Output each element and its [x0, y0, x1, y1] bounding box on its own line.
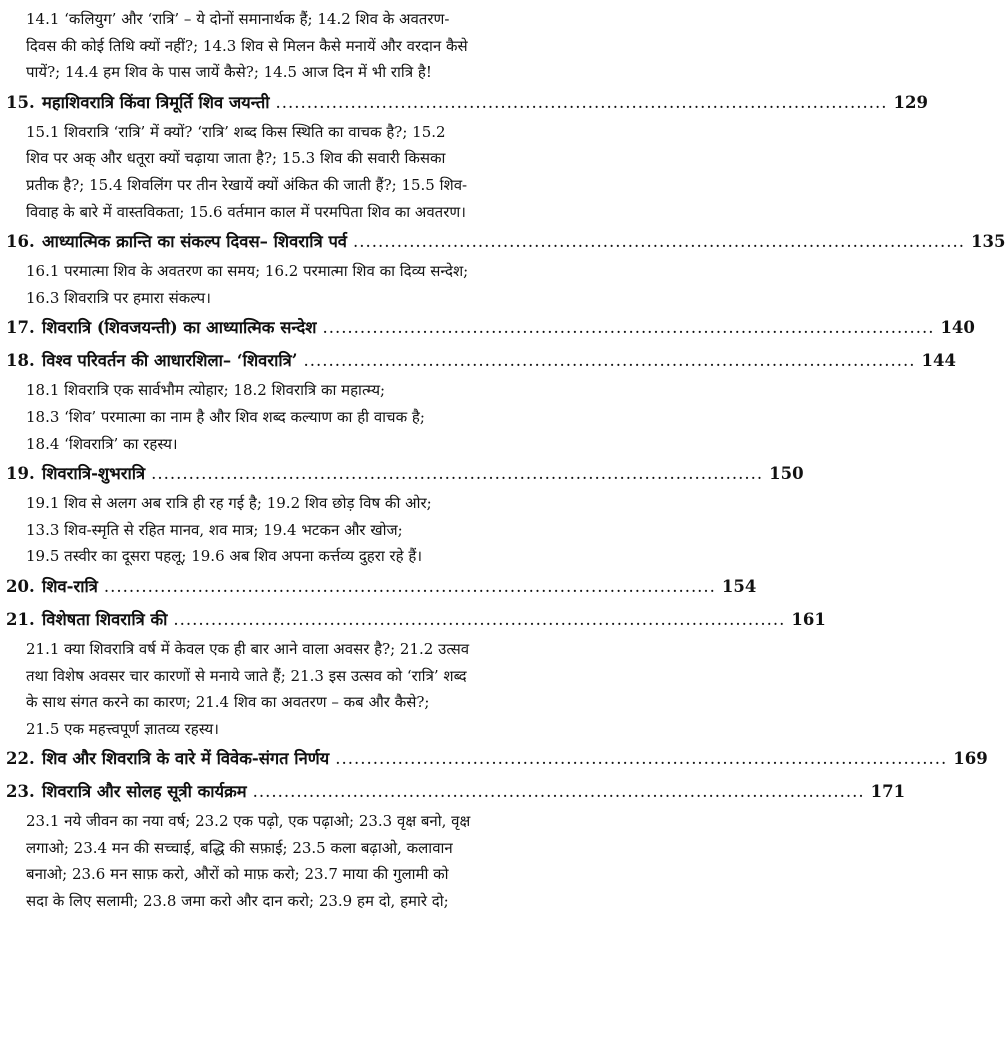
subtopic-line: बनाओ; 23.6 मन साफ़ करो, औरों को माफ़ करो; 23.7 माया की गुलामी को — [26, 865, 449, 884]
dot-leader: .................................................................................................. — [252, 782, 865, 802]
subtopic-line: 21.1 क्या शिवरात्रि वर्ष में केवल एक ही बार आने वाला अवसर है?; 21.2 उत्सव — [26, 639, 470, 658]
subtopic-line: लगाओ; 23.4 मन की सच्चाई, बद्धि की सफ़ाई; 23.5 कला बढ़ाओ, कलावान — [26, 838, 453, 857]
chapter-15-heading[interactable] — [6, 86, 928, 119]
subtopic-line: शिव पर अक् और धतूरा क्यों चढ़ाया जाता है?; 15.3 शिव की सवारी किसका — [26, 149, 446, 168]
subtopic-line: सदा के लिए सलामी; 23.8 जमा करो और दान करो; 23.9 हम दो, हमारे दो; — [26, 892, 449, 911]
dot-leader: .................................................................................................. — [335, 749, 948, 769]
chapter-21-subtopics — [26, 636, 590, 742]
subtopic-line: 16.3 शिवरात्रि पर हमारा संकल्प। — [26, 288, 211, 307]
chapter-page-number: 135 — [970, 232, 1005, 252]
chapter-page-number: 140 — [940, 318, 975, 338]
chapter-18-subtopics — [26, 377, 590, 457]
chapter-page-number: 154 — [721, 576, 757, 596]
subtopic-line: 23.1 नये जीवन का नया वर्ष; 23.2 एक पढ़ो, एक पढ़ाओ; 23.3 वृक्ष बनो, वृक्ष — [26, 812, 471, 831]
chapter-number: 18. — [6, 351, 35, 371]
chapter-page-number: 150 — [769, 464, 804, 484]
chapter-number: 21. — [6, 609, 35, 629]
chapter-number: 15. — [6, 92, 35, 112]
chapter-page-number: 161 — [791, 609, 826, 629]
dot-leader: .................................................................................................. — [322, 318, 935, 338]
chapter-number: 22. — [6, 749, 35, 769]
chapter-18-heading[interactable] — [6, 344, 956, 377]
subtopic-line: के साथ संगत करने का कारण; 21.4 शिव का अवतरण – कब और कैसे?; — [26, 693, 430, 712]
subtopic-line: पायें?; 14.4 हम शिव के पास जायें कैसे?; 14.5 आज दिन में भी रात्रि है! — [26, 63, 432, 82]
chapter-title: शिवरात्रि (शिवजयन्ती) का आध्यात्मिक सन्देश — [42, 318, 317, 338]
chapter-title: विशेषता शिवरात्रि की — [42, 609, 168, 629]
chapter-title: शिव और शिवरात्रि के वारे में विवेक-संगत निर्णय — [42, 749, 330, 769]
chapter-number: 17. — [6, 318, 35, 338]
chapter-20-heading[interactable] — [6, 570, 757, 603]
subtopic-line: 19.5 तस्वीर का दूसरा पहलू; 19.6 अब शिव अपना कर्त्तव्य दुहरा रहे हैं। — [26, 547, 423, 566]
subtopic-line: 18.1 शिवरात्रि एक सार्वभौम त्योहार; 18.2 शिवरात्रि का महात्म्य; — [26, 381, 386, 400]
chapter-title: शिवरात्रि और सोलह सूत्री कार्यक्रम — [42, 782, 247, 802]
chapter-page-number: 169 — [953, 749, 988, 769]
chapter-title: महाशिवरात्रि किंवा त्रिमूर्ति शिव जयन्ती — [42, 92, 270, 112]
chapter-page-number: 171 — [870, 782, 906, 802]
subtopic-line: 13.3 शिव-स्मृति से रहित मानव, शव मात्र; 19.4 भटकन और खोज; — [26, 520, 403, 539]
dot-leader: .................................................................................................. — [303, 351, 916, 371]
subtopic-line: विवाह के बारे में वास्तविकता; 15.6 वर्तमान काल में परमपिता शिव का अवतरण। — [26, 202, 466, 221]
chapter-16-subtopics — [26, 258, 590, 311]
chapter-number: 19. — [6, 464, 35, 484]
dot-leader: .................................................................................................. — [352, 232, 965, 252]
chapter-number: 23. — [6, 782, 35, 802]
chapter-number: 20. — [6, 576, 35, 596]
dot-leader: .................................................................................................. — [173, 609, 786, 629]
chapter-title: शिव-रात्रि — [42, 576, 98, 596]
chapter-15-subtopics — [26, 119, 590, 225]
subtopic-line: 16.1 परमात्मा शिव के अवतरण का समय; 16.2 परमात्मा शिव का दिव्य सन्देश; — [26, 262, 469, 281]
subtopic-line: 14.1 ‘कलियुग’ और ‘रात्रि’ – ये दोनों समानार्थक हैं; 14.2 शिव के अवतरण- — [26, 10, 450, 28]
chapter-title: शिवरात्रि-शुभरात्रि — [42, 464, 146, 484]
chapter-page-number: 129 — [893, 92, 928, 112]
chapter-23-subtopics — [26, 808, 590, 914]
chapter-title: विश्व परिवर्तन की आधारशिला– ‘शिवरात्रि’ — [42, 351, 298, 371]
dot-leader: .................................................................................................. — [151, 464, 764, 484]
subtopic-line: 19.1 शिव से अलग अब रात्रि ही रह गई है; 19.2 शिव छोड़ विष की ओर; — [26, 494, 432, 513]
chapter-title: आध्यात्मिक क्रान्ति का संकल्प दिवस– शिवरात्रि पर्व — [42, 232, 347, 252]
chapter-page-number: 144 — [921, 351, 956, 371]
subtopic-line: तथा विशेष अवसर चार कारणों से मनाये जाते हैं; 21.3 इस उत्सव को ‘रात्रि’ शब्द — [26, 666, 467, 685]
subtopic-line: 15.1 शिवरात्रि ‘रात्रि’ में क्यों? ‘रात्रि’ शब्द किस स्थिति का वाचक है?; 15.2 — [26, 122, 446, 141]
subtopic-line: 18.3 ‘शिव’ परमात्मा का नाम है और शिव शब्द कल्याण का ही वाचक है; — [26, 407, 425, 426]
chapter-14-subtopics — [26, 6, 590, 86]
chapter-number: 16. — [6, 232, 35, 252]
chapter-17-heading[interactable] — [6, 311, 975, 344]
subtopic-line: 21.5 एक महत्त्वपूर्ण ज्ञातव्य रहस्य। — [26, 719, 219, 738]
chapter-22-heading[interactable] — [6, 742, 988, 775]
subtopic-line: प्रतीक है?; 15.4 शिवलिंग पर तीन रेखायें क्यों अंकित की जाती हैं?; 15.5 शिव- — [26, 175, 468, 194]
subtopic-line: दिवस की कोई तिथि क्यों नहीं?; 14.3 शिव से मिलन कैसे मनायें और वरदान कैसे — [26, 36, 468, 55]
chapter-16-heading[interactable] — [6, 225, 1005, 258]
dot-leader: .................................................................................................. — [103, 576, 716, 596]
chapter-23-heading[interactable] — [6, 775, 906, 808]
subtopic-line: 18.4 ‘शिवरात्रि’ का रहस्य। — [26, 434, 178, 453]
dot-leader: .................................................................................................. — [275, 92, 888, 112]
chapter-21-heading[interactable] — [6, 603, 826, 636]
chapter-19-heading[interactable] — [6, 457, 804, 490]
chapter-19-subtopics — [26, 490, 590, 570]
